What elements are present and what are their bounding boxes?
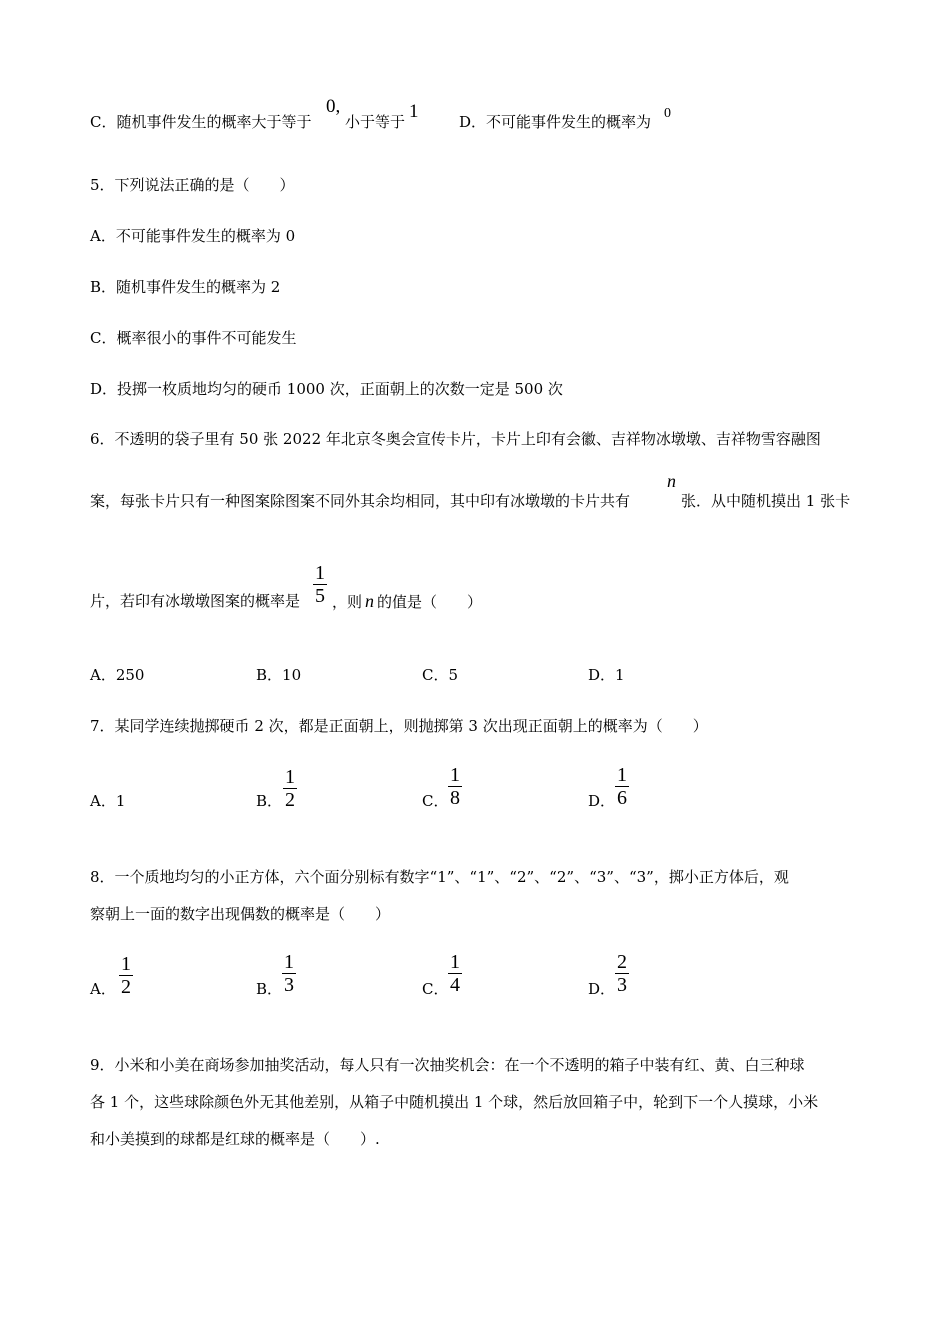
q6-stem-line1: 6．不透明的袋子里有 50 张 2022 年北京冬奥会宣传卡片，卡片上印有会徽、吉祥物冰墩墩、吉祥物雪容融图 — [90, 430, 821, 448]
q6-stem-line3 — [90, 591, 300, 611]
q7-b-num: 1 — [285, 766, 295, 788]
q4-option-c-zero: 0, — [326, 96, 341, 117]
q8-option-b-label: B． — [256, 980, 283, 998]
q6-fraction-den: 5 — [315, 585, 325, 607]
q8-stem-line2: 察朝上一面的数字出现偶数的概率是（ ） — [90, 905, 391, 923]
q8-option-b-fraction — [282, 951, 296, 996]
q7-stem: 7．某同学连续抛掷硬币 2 次，都是正面朝上，则抛掷第 3 次出现正面朝上的概率为（ ） — [90, 717, 708, 735]
q8-stem-line1: 8．一个质地均匀的小正方体，六个面分别标有数字“1”、“1”、“2”、“2”、“3”、“3”，掷小正方体后，观 — [90, 868, 789, 886]
q5-option-b: B．随机事件发生的概率为 2 — [90, 278, 281, 296]
q6-fraction-num: 1 — [315, 562, 325, 584]
q7-d-num: 1 — [617, 764, 627, 786]
q6-line2-pre: 案，每张卡片只有一种图案除图案不同外其余均相同，其中印有冰墩墩的卡片共有 — [90, 492, 631, 510]
q7-option-a: A．1 — [90, 792, 126, 810]
q8-a-den: 2 — [121, 976, 131, 998]
q8-b-num: 1 — [284, 951, 294, 973]
q7-c-num: 1 — [450, 764, 460, 786]
q7-c-den: 8 — [450, 787, 460, 809]
q6-line3-var: n — [365, 591, 375, 611]
q6-option-c: C．5 — [422, 666, 459, 684]
q7-option-c-fraction — [448, 764, 462, 809]
q5-option-a: A．不可能事件发生的概率为 0 — [90, 227, 296, 245]
q4-option-d: D．不可能事件发生的概率为 — [459, 113, 652, 131]
q6-var-n: n — [667, 471, 676, 491]
q7-d-den: 6 — [617, 787, 627, 809]
q9-stem-line2: 各 1 个，这些球除颜色外无其他差别，从箱子中随机摸出 1 个球，然后放回箱子中，轮到下一个人摸球，小米 — [90, 1093, 819, 1111]
q4-option-c-one: 1 — [409, 101, 419, 122]
q4-option-c — [90, 112, 311, 132]
q9-stem-line3: 和小美摸到的球都是红球的概率是（ ）. — [90, 1130, 380, 1148]
q6-line3-pre: 片，若印有冰墩墩图案的概率是 — [90, 592, 301, 610]
q7-b-den: 2 — [285, 789, 295, 811]
q5-stem: 5．下列说法正确的是（ ） — [90, 176, 295, 194]
q6-fraction — [313, 562, 327, 607]
q6-line2-post: 张．从中随机摸出 1 张卡 — [681, 492, 851, 510]
q6-line3-mid — [332, 591, 482, 612]
q6-line3-post: 的值是（ ） — [377, 593, 483, 611]
q8-option-c-fraction — [448, 951, 462, 996]
q8-d-den: 3 — [617, 974, 627, 996]
q4-option-c-text: C．随机事件发生的概率大于等于 — [90, 113, 312, 131]
q8-a-num: 1 — [121, 953, 131, 975]
q8-b-den: 3 — [284, 974, 294, 996]
q7-option-b-label: B． — [256, 792, 283, 810]
q6-stem-line2 — [90, 491, 630, 511]
q7-option-d-label: D． — [588, 792, 616, 810]
q4-option-c-mid: 小于等于 — [345, 113, 406, 131]
q7-option-c-label: C． — [422, 792, 449, 810]
q5-option-c: C．概率很小的事件不可能发生 — [90, 329, 297, 347]
q4-option-d-zero: 0 — [664, 106, 671, 121]
q8-c-den: 4 — [450, 974, 460, 996]
q8-option-d-fraction — [615, 951, 629, 996]
q8-option-a-fraction — [119, 953, 133, 998]
q6-option-d: D．1 — [588, 666, 625, 684]
q9-stem-line1: 9．小米和小美在商场参加抽奖活动，每人只有一次抽奖机会：在一个不透明的箱子中装有红、黄、白三种球 — [90, 1056, 805, 1074]
q6-option-a: A．250 — [90, 666, 145, 684]
q8-option-a-label: A． — [90, 980, 116, 998]
q5-option-d: D．投掷一枚质地均匀的硬币 1000 次，正面朝上的次数一定是 500 次 — [90, 380, 563, 398]
q6-line3-mid-text: ，则 — [332, 593, 363, 611]
q7-option-b-fraction — [283, 766, 297, 811]
q8-option-d-label: D． — [588, 980, 616, 998]
q7-option-d-fraction — [615, 764, 629, 809]
q6-option-b: B．10 — [256, 666, 302, 684]
q8-c-num: 1 — [450, 951, 460, 973]
q8-d-num: 2 — [617, 951, 627, 973]
q8-option-c-label: C． — [422, 980, 449, 998]
